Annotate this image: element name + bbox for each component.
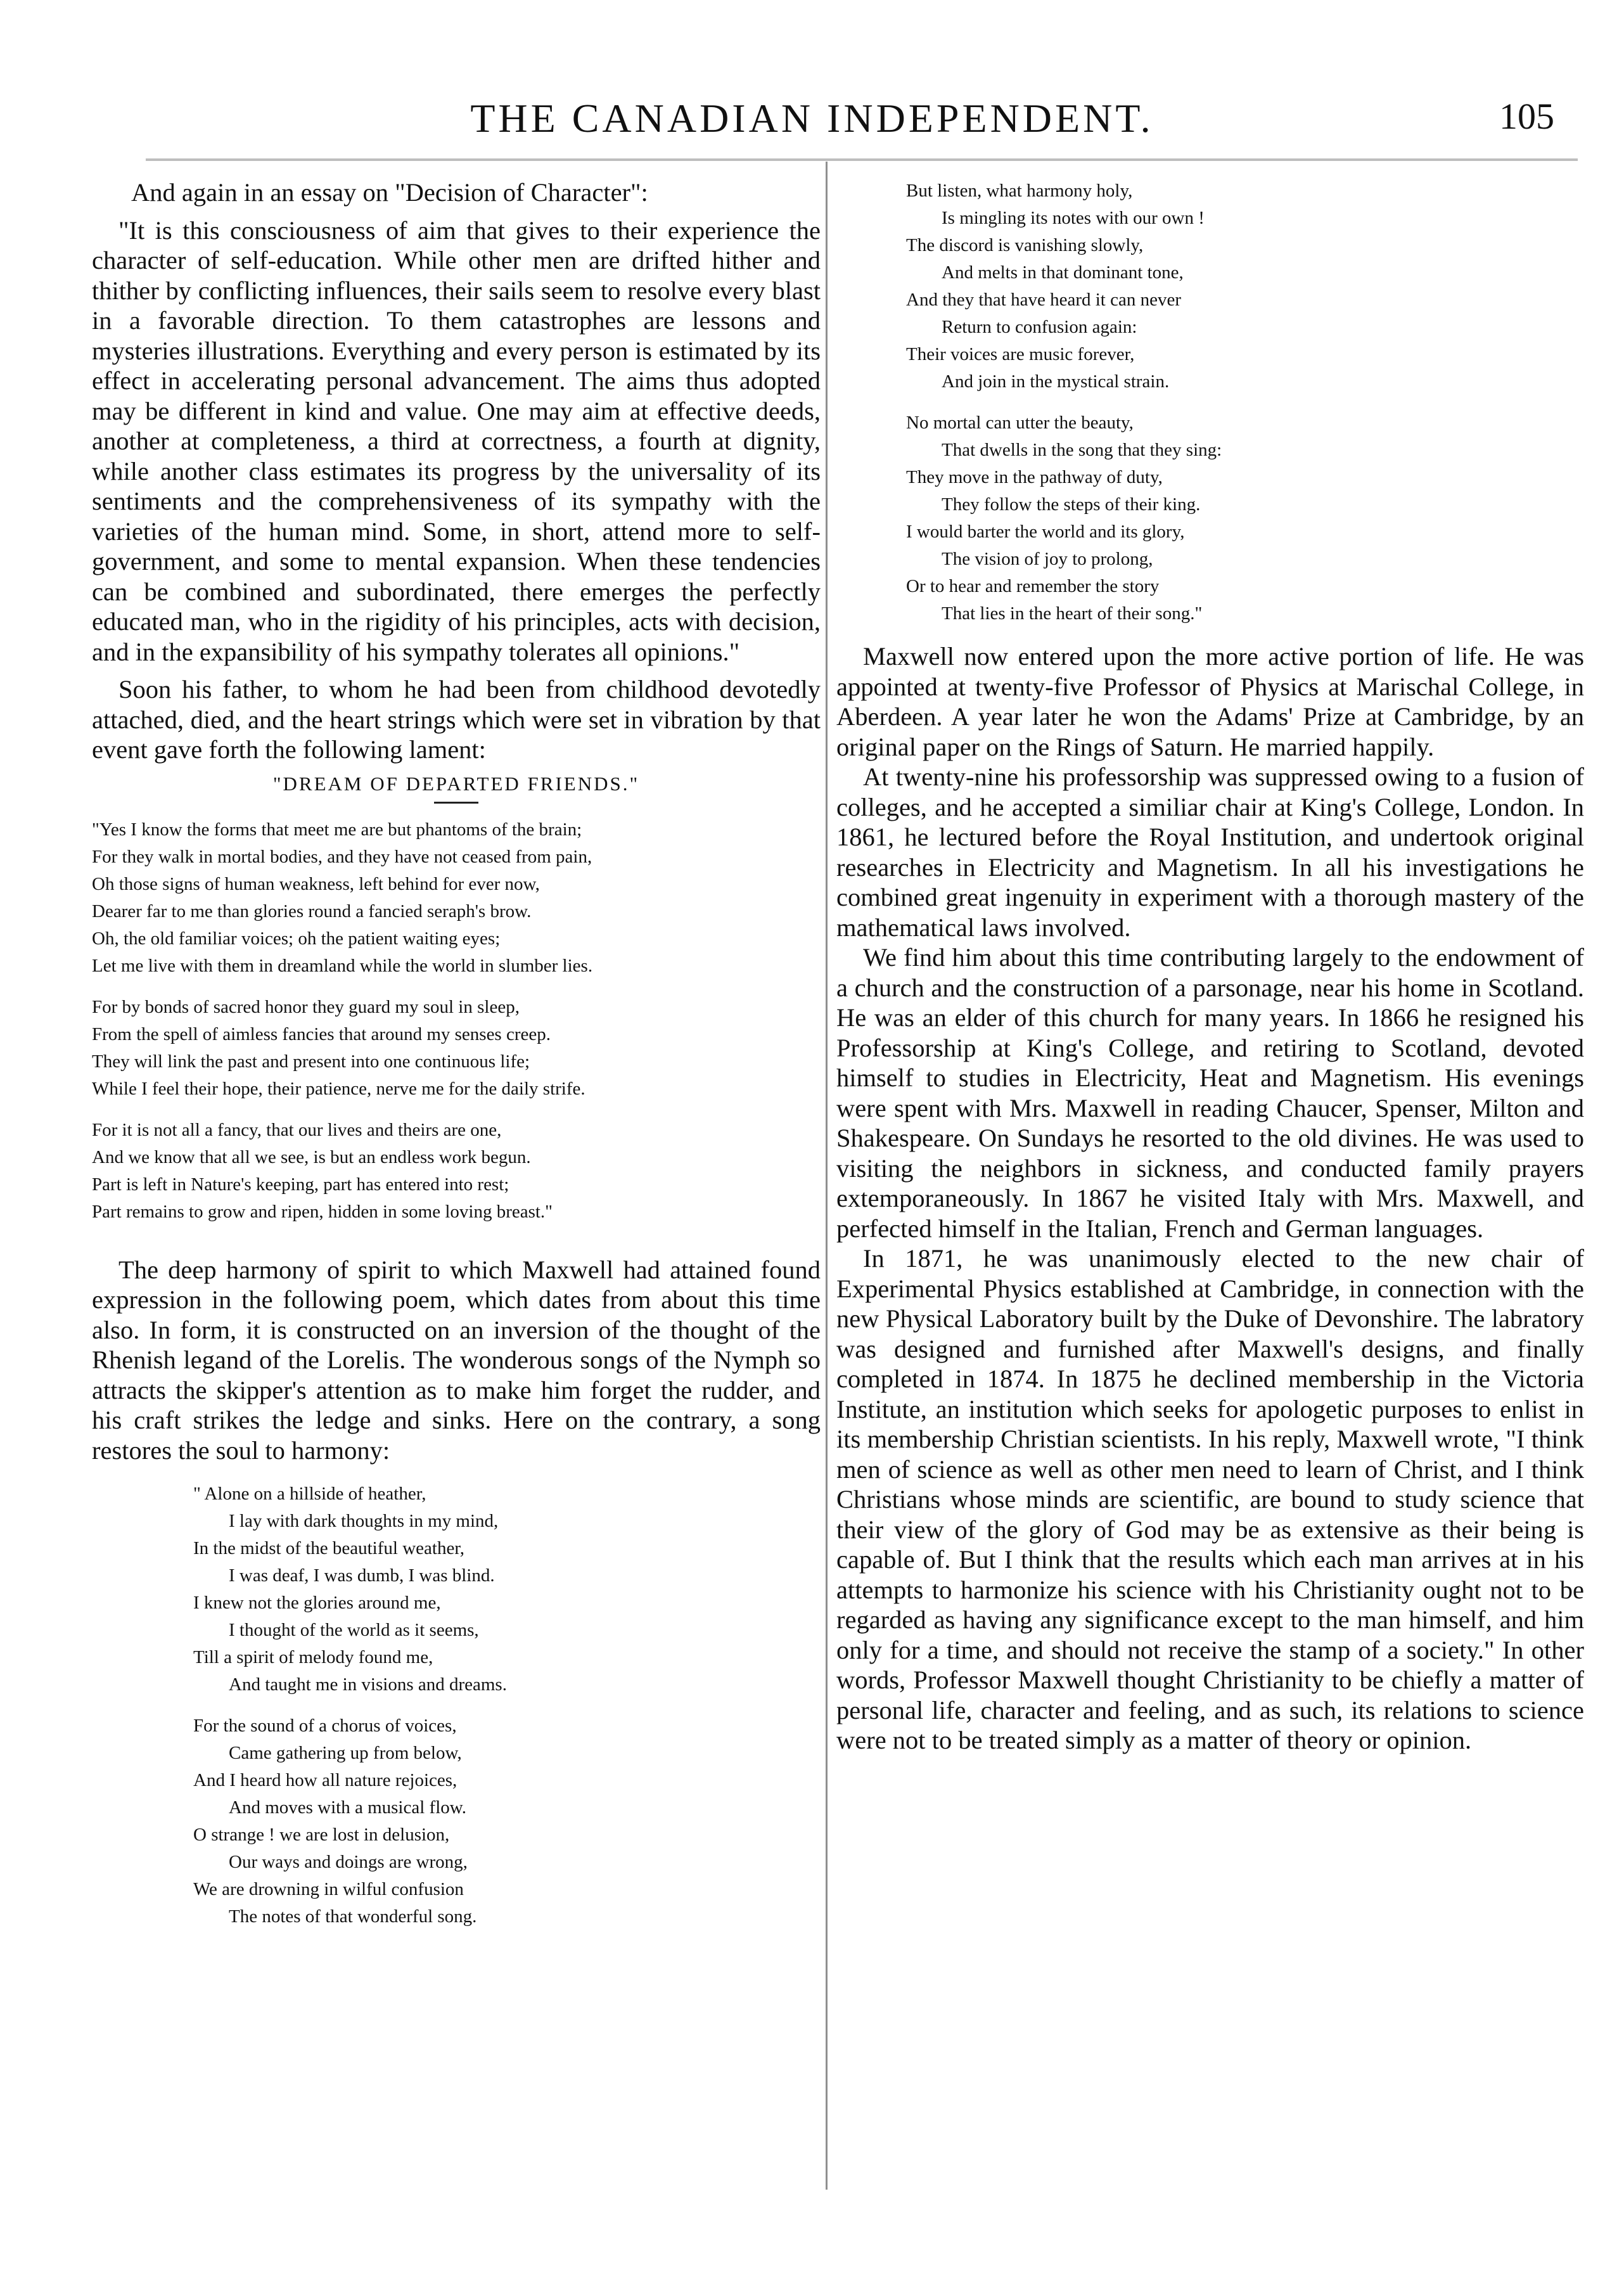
poem-line: Till a spirit of melody found me, [193, 1647, 433, 1667]
poem-line: They will link the past and present into one continuous life; [92, 1051, 530, 1072]
poem-line: From the spell of aimless fancies that around my senses creep. [92, 1024, 551, 1044]
poem-line: They follow the steps of their king. [942, 494, 1201, 515]
essay-quote: "It is this consciousness of aim that gives to their experience the character of self-education. While other men are drifted hither and thither by conflicting influences, their sails seem to resolve every blast in a favorable direction. To them catastrophes are lessons and mysteries illustrations. Everything and every person is estimated by its effect in accelerating personal advancement. The aims thus adopted may be different in kind and value. One may aim at effective deeds, another at completeness, a third at correctness, a fourth at dignity, while another class estimates its progress by the universality of its sentiments and the comprehensiveness of its sympathy with the varieties of the human mind. Some, in short, attend more to self-government, and some to mental expansion. When these tendencies can be combined and subordinated, there emerges the perfectly educated man, who in the rigidity of his principles, acts with decision, and in the expansibility of his sympathy tolerates all opinions." [92, 215, 821, 666]
masthead [0, 95, 1624, 152]
poem-line: For it is not all a fancy, that our lives and theirs are one, [92, 1119, 502, 1140]
poem-alone-on-a-hillside [92, 1480, 821, 1930]
poem-divider [434, 802, 478, 804]
poem-line: I would barter the world and its glory, [906, 522, 1185, 542]
poem-line: And I heard how all nature rejoices, [193, 1770, 457, 1790]
stanza [193, 1480, 821, 1698]
poem-line: Our ways and doings are wrong, [229, 1852, 468, 1872]
poem-line: And we know that all we see, is but an endless work begun. [92, 1146, 531, 1167]
poem-line: And moves with a musical flow. [229, 1797, 467, 1818]
stanza [92, 994, 821, 1103]
intro-paragraph: And again in an essay on "Decision of Character": [131, 178, 648, 207]
career-paragraph: Maxwell now entered upon the more active portion of life. He was appointed at twenty-five Professor of Physics at Marischal College, in Aberdeen. A year later he won the Adams' Prize at Cambridge, by an original paper on the Rings of Saturn. He married happily. [836, 642, 1584, 761]
header-rule [146, 158, 1578, 161]
scotland-paragraph: We find him about this time contributing largely to the endowment of a church and the construction of a parsonage, near his home in Scotland. He was an elder of this church for many years. In 1866 he resigned his Professorship at King's College, and retiring to Scotland, devoted himself to studies in Electricity, Heat and Magnetism. His evenings were spent with Mrs. Maxwell in reading Chaucer, Spenser, Milton and Shakespeare. On Sundays he resorted to the old divines. He was used to visiting the neighbors in sickness, and conducted family prayers extemporaneously. In 1867 he visited Italy with Mrs. Maxwell, and perfected himself in the Italian, French and German languages. [836, 943, 1584, 1243]
poem-line: Part is left in Nature's keeping, part has entered into rest; [92, 1174, 509, 1195]
poem-line: Let me live with them in dreamland while the world in slumber lies. [92, 955, 593, 976]
poem-line: And melts in that dominant tone, [942, 262, 1184, 283]
left-column [92, 177, 821, 1944]
poem-line: Return to confusion again: [942, 317, 1137, 337]
poem-line: Came gathering up from below, [229, 1743, 462, 1763]
poem-line: "Yes I know the forms that meet me are but phantoms of the brain; [92, 819, 582, 840]
poem-line: Oh those signs of human weakness, left behind for ever now, [92, 873, 540, 894]
cambridge-paragraph: In 1871, he was unanimously elected to the new chair of Experimental Physics established at Cambridge, in connection with the new Physical Laboratory built by the Duke of Devonshire. The labratory was designed and furnished after Maxwell's designs, and finally completed in 1874. In 1875 he declined membership in the Victoria Institute, an institution which seeks for apologetic purposes to enlist in its membership Christian scientists. In his reply, Maxwell wrote, "I think men of science as well as other men need to learn of Christ, and I think Christians whose minds are scientific, are bound to study science that their view of the glory of God may be as extensive as their being is capable of. But I think that the results which each man arrives at in his attempts to harmonize his science with his Christianity ought not to be regarded as having any significance except to the man himself, and him only for a time, and should not receive the stamp of a society." In other words, Professor Maxwell thought Christianity to be chiefly a matter of personal life, character and feeling, and as such, its relations to science were not to be treated simply as a matter of theory or opinion. [836, 1244, 1584, 1754]
poem-line: " Alone on a hillside of heather, [193, 1484, 426, 1504]
professorship-paragraph: At twenty-nine his professorship was suppressed owing to a fusion of colleges, and he accepted a similiar chair at King's College, London. In 1861, he lectured before the Royal Institution, and undertook original researches in Electricity and Magnetism. In all his investigations he combined great ingenuity in experiment with a thorough mastery of the mathematical laws involved. [836, 762, 1584, 942]
poem-line: O strange ! we are lost in delusion, [193, 1825, 450, 1845]
stanza [906, 177, 1584, 395]
poem-line: The notes of that wonderful song. [229, 1906, 477, 1927]
poem-line: For they walk in mortal bodies, and they have not ceased from pain, [92, 846, 592, 867]
poem-line: And they that have heard it can never [906, 290, 1182, 310]
publication-title: THE CANADIAN INDEPENDENT. [470, 96, 1154, 141]
poem-line: That dwells in the song that they sing: [942, 440, 1222, 460]
page-number: 105 [1499, 96, 1554, 137]
poem-line: That lies in the heart of their song." [942, 603, 1203, 624]
harmony-paragraph: The deep harmony of spirit to which Maxwell had attained found expression in the following poem, which dates from about this time also. In form, it is constructed on an inversion of the thought of the Rhenish legand of the Lorelis. The wonderous songs of the Nymph so attracts the skipper's attention as to make him forget the rudder, and his craft strikes the ledge and sinks. Here on the contrary, a song restores the soul to harmony: [92, 1255, 821, 1465]
poem-line: No mortal can utter the beauty, [906, 413, 1134, 433]
poem-line: We are drowning in wilful confusion [193, 1879, 464, 1899]
poem-line: Dearer far to me than glories round a fancied seraph's brow. [92, 901, 532, 921]
poem-line: And taught me in visions and dreams. [229, 1674, 507, 1695]
poem-line: The vision of joy to prolong, [942, 549, 1153, 569]
poem-line: For by bonds of sacred honor they guard my soul in sleep, [92, 996, 520, 1017]
stanza [92, 1117, 821, 1226]
poem-continuation [836, 177, 1584, 627]
right-column [836, 177, 1584, 1756]
poem-line: They move in the pathway of duty, [906, 467, 1163, 487]
column-divider [826, 162, 828, 2190]
stanza [906, 409, 1584, 627]
stanza [193, 1712, 821, 1930]
poem-line: And join in the mystical strain. [942, 371, 1170, 392]
father-death-paragraph: Soon his father, to whom he had been from childhood devotedly attached, died, and the heart strings which were set in vibration by that event gave forth the following lament: [92, 675, 821, 764]
poem-line: Their voices are music forever, [906, 344, 1135, 364]
poem-line: Oh, the old familiar voices; oh the patient waiting eyes; [92, 928, 501, 949]
poem-title: "DREAM OF DEPARTED FRIENDS." [272, 772, 640, 795]
poem-line: I knew not the glories around me, [193, 1593, 441, 1613]
poem-line: But listen, what harmony holy, [906, 181, 1133, 201]
poem-line: I was deaf, I was dumb, I was blind. [229, 1565, 495, 1586]
poem-line: While I feel their hope, their patience, nerve me for the daily strife. [92, 1078, 585, 1099]
poem-line: I thought of the world as it seems, [229, 1620, 479, 1640]
stanza [92, 816, 821, 980]
poem-line: In the midst of the beautiful weather, [193, 1538, 465, 1558]
poem-line: The discord is vanishing slowly, [906, 235, 1144, 255]
poem-dream-of-departed-friends [92, 816, 821, 1226]
poem-line: Is mingling its notes with our own ! [942, 208, 1205, 228]
poem-line: For the sound of a chorus of voices, [193, 1716, 457, 1736]
poem-line: Or to hear and remember the story [906, 576, 1160, 596]
poem-line: I lay with dark thoughts in my mind, [229, 1511, 499, 1531]
poem-line: Part remains to grow and ripen, hidden in some loving breast." [92, 1201, 553, 1222]
